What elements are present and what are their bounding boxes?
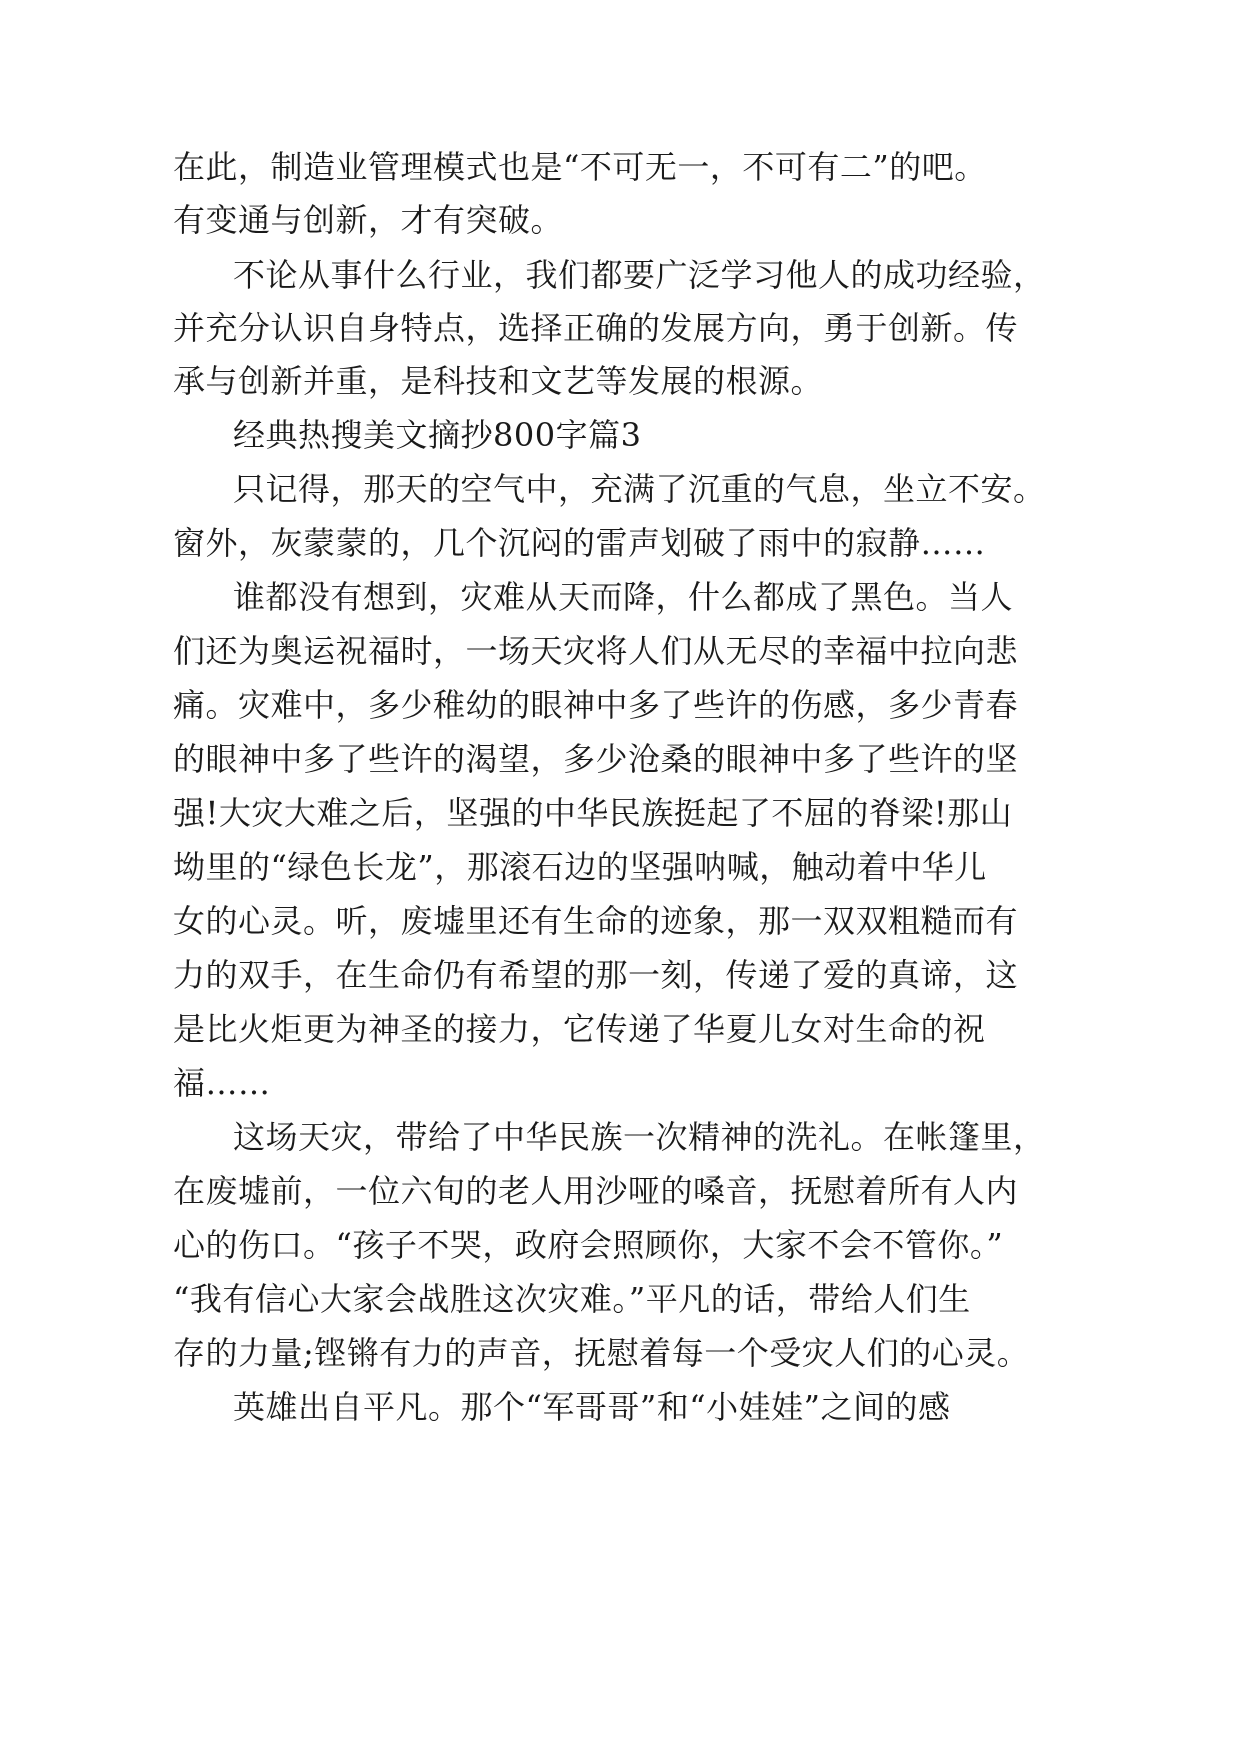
text-line: 在废墟前，一位六旬的老人用沙哑的嗓音，抚慰着所有人内 (173, 1172, 1019, 1210)
text-line: 在此，制造业管理模式也是“不可无一，不可有二”的吧。 (173, 148, 987, 186)
text-line: 是比火炬更为神圣的接力，它传递了华夏儿女对生命的祝 (173, 1010, 986, 1048)
text-line: 心的伤口。“孩子不哭，政府会照顾你，大家不会不管你。” (173, 1226, 1004, 1264)
text-line: 女的心灵。听，废墟里还有生命的迹象，那一双双粗糙而有 (173, 902, 1019, 940)
text-line: 只记得，那天的空气中，充满了沉重的气息，坐立不安。 (233, 470, 1046, 508)
text-line: 窗外，灰蒙蒙的，几个沉闷的雷声划破了雨中的寂静…… (173, 524, 986, 562)
section-heading: 经典热搜美文摘抄800字篇3 (233, 416, 642, 454)
text-line: 坳里的“绿色长龙”，那滚石边的坚强呐喊，触动着中华儿 (173, 848, 987, 886)
text-line: 强!大灾大难之后，坚强的中华民族挺起了不屈的脊梁!那山 (173, 794, 1013, 832)
text-line: 力的双手，在生命仍有希望的那一刻，传递了爱的真谛，这 (173, 956, 1019, 994)
text-line: 的眼神中多了些许的渴望，多少沧桑的眼神中多了些许的坚 (173, 740, 1019, 778)
text-line: 这场天灾，带给了中华民族一次精神的洗礼。在帐篷里， (233, 1118, 1046, 1156)
text-line: 不论从事什么行业，我们都要广泛学习他人的成功经验， (233, 256, 1046, 294)
text-line: 谁都没有想到，灾难从天而降，什么都成了黑色。当人 (233, 578, 1014, 616)
text-line: 痛。灾难中，多少稚幼的眼神中多了些许的伤感，多少青春 (173, 686, 1019, 724)
text-line: 存的力量;铿锵有力的声音，抚慰着每一个受灾人们的心灵。 (173, 1334, 1030, 1372)
text-line: 承与创新并重，是科技和文艺等发展的根源。 (173, 362, 824, 400)
text-line: 并充分认识自身特点，选择正确的发展方向，勇于创新。传 (173, 309, 1019, 347)
text-line: 英雄出自平凡。那个“军哥哥”和“小娃娃”之间的感 (233, 1388, 951, 1426)
text-line: 有变通与创新，才有突破。 (173, 201, 564, 239)
text-line: 福…… (173, 1064, 271, 1102)
text-line: 们还为奥运祝福时，一场天灾将人们从无尽的幸福中拉向悲 (173, 632, 1019, 670)
text-line: “我有信心大家会战胜这次灾难。”平凡的话，带给人们生 (173, 1280, 971, 1318)
